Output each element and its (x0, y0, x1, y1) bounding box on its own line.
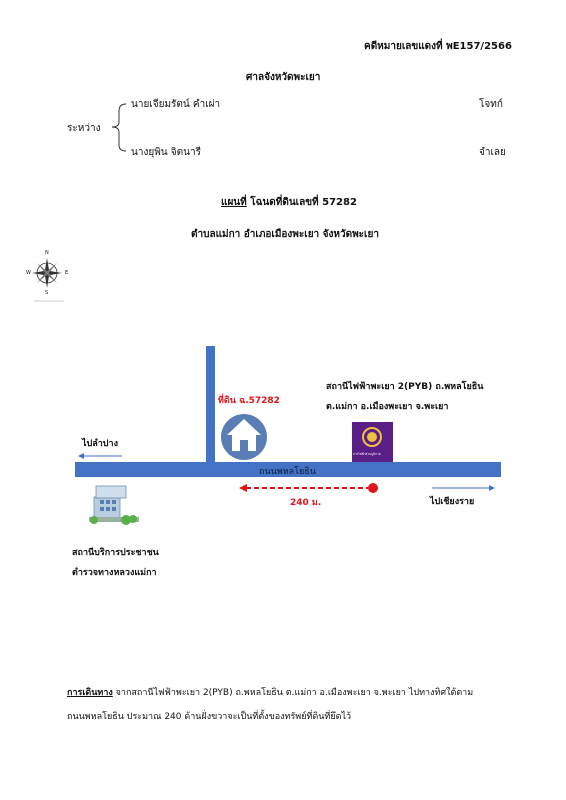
directions-line2: ถนนพหลโยธิน ประมาณ 240 ด้านฝั่งขวาจะเป็นที่ตั้งของทรัพย์ที่ดินที่ยึดไว้ (67, 712, 352, 722)
house-icon (221, 414, 267, 460)
distance-arrow (239, 483, 378, 493)
station-line1: สถานีบริการประชาชน (72, 548, 159, 558)
defendant-name: นางยุพิน จิตนารี (131, 147, 201, 158)
compass-w: W (26, 270, 31, 276)
map-title-prefix: แผนที่ (221, 197, 247, 208)
side-road (206, 346, 215, 463)
plaintiff-role: โจทก์ (479, 99, 503, 110)
compass-s: S (45, 290, 49, 296)
case-number: คดีหมายเลขแดงที่ พE157/2566 (364, 41, 512, 52)
start-point-marker (368, 483, 378, 493)
compass-e: E (65, 270, 69, 276)
directions-label: การเดินทาง (67, 688, 113, 698)
directions-line1 (67, 685, 473, 699)
defendant-role: จำเลย (479, 147, 506, 158)
pea-logo-text: การไฟฟ้าส่วนภูมิภาค (353, 452, 381, 456)
land-label: ที่ดิน ฉ.57282 (218, 396, 280, 406)
arrow-right-icon (432, 485, 495, 491)
map-title-deed: โฉนดที่ดินเลขที่ 57282 (246, 197, 357, 208)
compass-n: N (45, 250, 49, 256)
road-name: ถนนพหลโยธิน (259, 467, 316, 477)
landmark-line1: สถานีไฟฟ้าพะเยา 2(PYB) ถ.พหลโยธิน (326, 382, 484, 392)
arrow-left-icon (78, 453, 122, 459)
court-name: ศาลจังหวัดพะเยา (246, 72, 321, 83)
landmark-line2: ต.แม่กา อ.เมืองพะเยา จ.พะเยา (326, 402, 449, 412)
police-station-icon (89, 486, 139, 525)
to-lampang-label: ไปลำปาง (82, 439, 118, 449)
station-line2: ตำรวจทางหลวงแม่กา (72, 568, 157, 578)
distance-label: 240 ม. (290, 498, 322, 508)
plaintiff-name: นายเจียมรัตน์ คำเผ่า (131, 99, 221, 110)
map-location: ตำบลแม่กา อำเภอเมืองพะเยา จังหวัดพะเยา (191, 229, 379, 240)
between-label: ระหว่าง (67, 123, 101, 134)
directions-text1: จากสถานีไฟฟ้าพะเยา 2(PYB) ถ.พหลโยธิน ต.แม่กา อ.เมืองพะเยา จ.พะเยา ไปทางทิศใต้ตาม (112, 688, 474, 698)
to-chiangrai-label: ไปเชียงราย (430, 497, 475, 507)
